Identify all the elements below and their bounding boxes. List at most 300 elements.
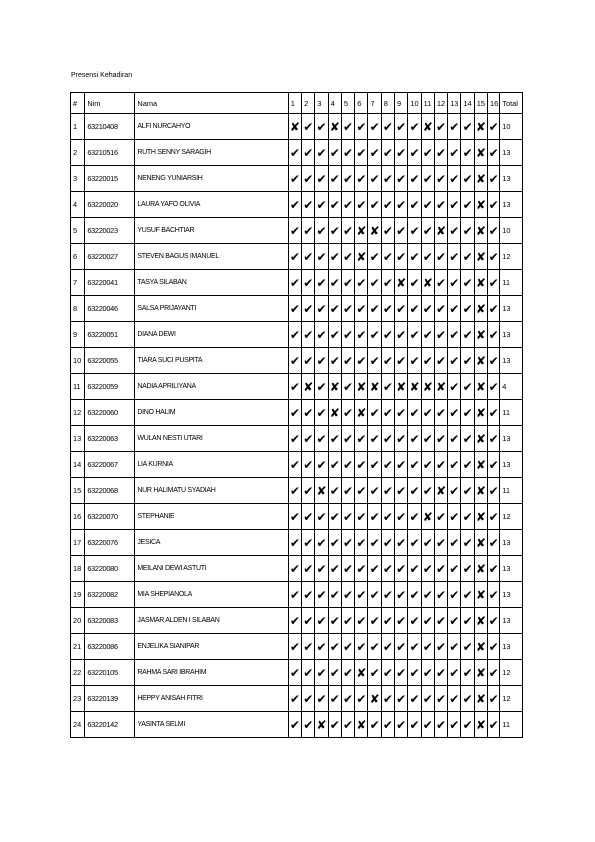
student-nim: 63220083 (85, 608, 135, 634)
present-check-icon: ✔ (302, 660, 315, 686)
absent-cross-icon: ✘ (474, 478, 487, 504)
present-check-icon: ✔ (381, 218, 394, 244)
present-check-icon: ✔ (448, 244, 461, 270)
present-check-icon: ✔ (421, 400, 434, 426)
present-check-icon: ✔ (488, 114, 500, 140)
present-check-icon: ✔ (421, 140, 434, 166)
attendance-total: 12 (500, 504, 523, 530)
present-check-icon: ✔ (341, 322, 354, 348)
present-check-icon: ✔ (421, 426, 434, 452)
present-check-icon: ✔ (328, 426, 341, 452)
student-nim: 63220070 (85, 504, 135, 530)
present-check-icon: ✔ (315, 530, 328, 556)
present-check-icon: ✔ (408, 192, 421, 218)
attendance-total: 13 (500, 296, 523, 322)
present-check-icon: ✔ (328, 192, 341, 218)
table-row (71, 660, 523, 686)
present-check-icon: ✔ (355, 166, 368, 192)
attendance-total: 12 (500, 660, 523, 686)
present-check-icon: ✔ (381, 582, 394, 608)
present-check-icon: ✔ (421, 686, 434, 712)
present-check-icon: ✔ (395, 712, 408, 738)
present-check-icon: ✔ (395, 634, 408, 660)
present-check-icon: ✔ (288, 530, 301, 556)
present-check-icon: ✔ (488, 322, 500, 348)
column-header: 7 (368, 93, 381, 114)
student-name: DINO HALIM (135, 400, 288, 426)
present-check-icon: ✔ (302, 504, 315, 530)
present-check-icon: ✔ (288, 582, 301, 608)
present-check-icon: ✔ (288, 400, 301, 426)
row-number: 20 (71, 608, 85, 634)
present-check-icon: ✔ (395, 582, 408, 608)
absent-cross-icon: ✘ (421, 114, 434, 140)
present-check-icon: ✔ (488, 478, 500, 504)
table-row (71, 556, 523, 582)
present-check-icon: ✔ (355, 270, 368, 296)
absent-cross-icon: ✘ (474, 296, 487, 322)
present-check-icon: ✔ (381, 192, 394, 218)
present-check-icon: ✔ (368, 530, 381, 556)
absent-cross-icon: ✘ (474, 140, 487, 166)
present-check-icon: ✔ (434, 114, 447, 140)
present-check-icon: ✔ (448, 296, 461, 322)
row-number: 17 (71, 530, 85, 556)
present-check-icon: ✔ (408, 556, 421, 582)
present-check-icon: ✔ (395, 556, 408, 582)
present-check-icon: ✔ (448, 478, 461, 504)
present-check-icon: ✔ (341, 296, 354, 322)
present-check-icon: ✔ (341, 400, 354, 426)
table-row (71, 218, 523, 244)
present-check-icon: ✔ (302, 140, 315, 166)
present-check-icon: ✔ (302, 270, 315, 296)
column-header: Nama (135, 93, 288, 114)
absent-cross-icon: ✘ (395, 374, 408, 400)
present-check-icon: ✔ (368, 452, 381, 478)
table-row (71, 296, 523, 322)
present-check-icon: ✔ (381, 140, 394, 166)
present-check-icon: ✔ (448, 712, 461, 738)
row-number: 11 (71, 374, 85, 400)
present-check-icon: ✔ (355, 322, 368, 348)
present-check-icon: ✔ (488, 504, 500, 530)
absent-cross-icon: ✘ (474, 582, 487, 608)
table-row (71, 192, 523, 218)
present-check-icon: ✔ (421, 166, 434, 192)
row-number: 24 (71, 712, 85, 738)
absent-cross-icon: ✘ (434, 478, 447, 504)
column-header: 8 (381, 93, 394, 114)
student-name: NADIA APRILIYANA (135, 374, 288, 400)
present-check-icon: ✔ (448, 660, 461, 686)
absent-cross-icon: ✘ (328, 400, 341, 426)
present-check-icon: ✔ (488, 166, 500, 192)
present-check-icon: ✔ (328, 504, 341, 530)
present-check-icon: ✔ (328, 686, 341, 712)
column-header: 5 (341, 93, 354, 114)
table-row (71, 530, 523, 556)
present-check-icon: ✔ (461, 478, 474, 504)
row-number: 4 (71, 192, 85, 218)
present-check-icon: ✔ (368, 166, 381, 192)
present-check-icon: ✔ (408, 244, 421, 270)
present-check-icon: ✔ (368, 322, 381, 348)
student-nim: 63220051 (85, 322, 135, 348)
present-check-icon: ✔ (421, 244, 434, 270)
present-check-icon: ✔ (408, 114, 421, 140)
row-number: 8 (71, 296, 85, 322)
absent-cross-icon: ✘ (421, 270, 434, 296)
absent-cross-icon: ✘ (368, 686, 381, 712)
present-check-icon: ✔ (434, 348, 447, 374)
present-check-icon: ✔ (302, 530, 315, 556)
present-check-icon: ✔ (395, 478, 408, 504)
present-check-icon: ✔ (288, 140, 301, 166)
student-name: RUTH SENNY SARAGIH (135, 140, 288, 166)
student-name: JASMAR ALDEN I SILABAN (135, 608, 288, 634)
row-number: 22 (71, 660, 85, 686)
row-number: 10 (71, 348, 85, 374)
present-check-icon: ✔ (408, 712, 421, 738)
student-nim: 63220060 (85, 400, 135, 426)
present-check-icon: ✔ (368, 608, 381, 634)
column-header: 16 (488, 93, 500, 114)
present-check-icon: ✔ (315, 322, 328, 348)
present-check-icon: ✔ (315, 504, 328, 530)
present-check-icon: ✔ (381, 504, 394, 530)
student-name: NUR HALIMATU SYADIAH (135, 478, 288, 504)
present-check-icon: ✔ (381, 348, 394, 374)
attendance-total: 13 (500, 608, 523, 634)
absent-cross-icon: ✘ (355, 660, 368, 686)
header-row (71, 93, 523, 114)
present-check-icon: ✔ (461, 530, 474, 556)
present-check-icon: ✔ (488, 244, 500, 270)
present-check-icon: ✔ (461, 608, 474, 634)
present-check-icon: ✔ (421, 634, 434, 660)
present-check-icon: ✔ (408, 426, 421, 452)
table-row (71, 322, 523, 348)
present-check-icon: ✔ (421, 556, 434, 582)
present-check-icon: ✔ (315, 400, 328, 426)
student-name: MEILANI DEWI ASTUTI (135, 556, 288, 582)
present-check-icon: ✔ (288, 322, 301, 348)
present-check-icon: ✔ (434, 582, 447, 608)
present-check-icon: ✔ (488, 270, 500, 296)
absent-cross-icon: ✘ (474, 400, 487, 426)
absent-cross-icon: ✘ (368, 374, 381, 400)
present-check-icon: ✔ (302, 426, 315, 452)
attendance-total: 13 (500, 556, 523, 582)
absent-cross-icon: ✘ (421, 504, 434, 530)
present-check-icon: ✔ (395, 296, 408, 322)
present-check-icon: ✔ (288, 166, 301, 192)
present-check-icon: ✔ (381, 634, 394, 660)
student-nim: 63220055 (85, 348, 135, 374)
absent-cross-icon: ✘ (474, 686, 487, 712)
present-check-icon: ✔ (315, 270, 328, 296)
present-check-icon: ✔ (381, 686, 394, 712)
present-check-icon: ✔ (341, 660, 354, 686)
present-check-icon: ✔ (461, 296, 474, 322)
column-header: 10 (408, 93, 421, 114)
absent-cross-icon: ✘ (474, 114, 487, 140)
page-title: Presensi Kehadiran (71, 72, 133, 79)
present-check-icon: ✔ (488, 582, 500, 608)
present-check-icon: ✔ (302, 296, 315, 322)
absent-cross-icon: ✘ (474, 556, 487, 582)
present-check-icon: ✔ (381, 556, 394, 582)
present-check-icon: ✔ (421, 348, 434, 374)
present-check-icon: ✔ (328, 556, 341, 582)
student-nim: 63220080 (85, 556, 135, 582)
absent-cross-icon: ✘ (328, 374, 341, 400)
present-check-icon: ✔ (302, 608, 315, 634)
present-check-icon: ✔ (328, 582, 341, 608)
present-check-icon: ✔ (381, 426, 394, 452)
present-check-icon: ✔ (488, 530, 500, 556)
present-check-icon: ✔ (328, 322, 341, 348)
present-check-icon: ✔ (368, 504, 381, 530)
present-check-icon: ✔ (395, 660, 408, 686)
absent-cross-icon: ✘ (474, 660, 487, 686)
present-check-icon: ✔ (341, 452, 354, 478)
present-check-icon: ✔ (302, 218, 315, 244)
present-check-icon: ✔ (448, 530, 461, 556)
absent-cross-icon: ✘ (408, 374, 421, 400)
present-check-icon: ✔ (395, 608, 408, 634)
present-check-icon: ✔ (368, 244, 381, 270)
row-number: 21 (71, 634, 85, 660)
column-header: 9 (395, 93, 408, 114)
table-body (71, 114, 523, 738)
column-header: 3 (315, 93, 328, 114)
row-number: 3 (71, 166, 85, 192)
present-check-icon: ✔ (315, 426, 328, 452)
student-name: SALSA PRIJAYANTI (135, 296, 288, 322)
student-nim: 63220142 (85, 712, 135, 738)
present-check-icon: ✔ (328, 660, 341, 686)
present-check-icon: ✔ (434, 426, 447, 452)
present-check-icon: ✔ (461, 582, 474, 608)
row-number: 5 (71, 218, 85, 244)
present-check-icon: ✔ (408, 322, 421, 348)
column-header: 12 (434, 93, 447, 114)
present-check-icon: ✔ (395, 530, 408, 556)
present-check-icon: ✔ (302, 114, 315, 140)
present-check-icon: ✔ (328, 166, 341, 192)
column-header: # (71, 93, 85, 114)
present-check-icon: ✔ (328, 348, 341, 374)
student-nim: 63210408 (85, 114, 135, 140)
present-check-icon: ✔ (328, 244, 341, 270)
present-check-icon: ✔ (381, 296, 394, 322)
present-check-icon: ✔ (448, 426, 461, 452)
row-number: 12 (71, 400, 85, 426)
absent-cross-icon: ✘ (355, 712, 368, 738)
present-check-icon: ✔ (395, 192, 408, 218)
present-check-icon: ✔ (315, 348, 328, 374)
present-check-icon: ✔ (461, 114, 474, 140)
present-check-icon: ✔ (408, 166, 421, 192)
present-check-icon: ✔ (461, 270, 474, 296)
present-check-icon: ✔ (355, 452, 368, 478)
present-check-icon: ✔ (408, 582, 421, 608)
present-check-icon: ✔ (395, 686, 408, 712)
present-check-icon: ✔ (421, 530, 434, 556)
present-check-icon: ✔ (288, 244, 301, 270)
present-check-icon: ✔ (448, 556, 461, 582)
student-nim: 63220059 (85, 374, 135, 400)
column-header: 6 (355, 93, 368, 114)
present-check-icon: ✔ (368, 582, 381, 608)
present-check-icon: ✔ (355, 348, 368, 374)
present-check-icon: ✔ (315, 192, 328, 218)
attendance-total: 13 (500, 582, 523, 608)
present-check-icon: ✔ (408, 452, 421, 478)
present-check-icon: ✔ (421, 452, 434, 478)
present-check-icon: ✔ (381, 400, 394, 426)
present-check-icon: ✔ (461, 322, 474, 348)
present-check-icon: ✔ (341, 426, 354, 452)
student-name: TASYA SILABAN (135, 270, 288, 296)
present-check-icon: ✔ (288, 634, 301, 660)
student-nim: 63220046 (85, 296, 135, 322)
present-check-icon: ✔ (434, 140, 447, 166)
present-check-icon: ✔ (434, 556, 447, 582)
present-check-icon: ✔ (341, 712, 354, 738)
present-check-icon: ✔ (368, 140, 381, 166)
present-check-icon: ✔ (448, 582, 461, 608)
present-check-icon: ✔ (341, 192, 354, 218)
column-header: 11 (421, 93, 434, 114)
present-check-icon: ✔ (381, 452, 394, 478)
table-row (71, 348, 523, 374)
present-check-icon: ✔ (328, 530, 341, 556)
table-row (71, 478, 523, 504)
present-check-icon: ✔ (461, 712, 474, 738)
attendance-total: 11 (500, 270, 523, 296)
present-check-icon: ✔ (448, 322, 461, 348)
table-row (71, 374, 523, 400)
student-nim: 63220068 (85, 478, 135, 504)
present-check-icon: ✔ (355, 530, 368, 556)
present-check-icon: ✔ (421, 608, 434, 634)
student-name: ALFI NURCAHYO (135, 114, 288, 140)
attendance-total: 13 (500, 452, 523, 478)
present-check-icon: ✔ (368, 634, 381, 660)
present-check-icon: ✔ (381, 166, 394, 192)
present-check-icon: ✔ (315, 686, 328, 712)
absent-cross-icon: ✘ (474, 608, 487, 634)
student-name: JESICA (135, 530, 288, 556)
absent-cross-icon: ✘ (474, 530, 487, 556)
present-check-icon: ✔ (461, 400, 474, 426)
attendance-total: 4 (500, 374, 523, 400)
present-check-icon: ✔ (461, 556, 474, 582)
present-check-icon: ✔ (288, 192, 301, 218)
present-check-icon: ✔ (421, 712, 434, 738)
present-check-icon: ✔ (448, 686, 461, 712)
column-header: Total (500, 93, 523, 114)
present-check-icon: ✔ (381, 270, 394, 296)
present-check-icon: ✔ (395, 452, 408, 478)
attendance-total: 13 (500, 166, 523, 192)
present-check-icon: ✔ (288, 348, 301, 374)
present-check-icon: ✔ (341, 166, 354, 192)
present-check-icon: ✔ (461, 504, 474, 530)
present-check-icon: ✔ (488, 452, 500, 478)
present-check-icon: ✔ (368, 712, 381, 738)
present-check-icon: ✔ (355, 426, 368, 452)
table-row (71, 712, 523, 738)
present-check-icon: ✔ (315, 166, 328, 192)
present-check-icon: ✔ (434, 530, 447, 556)
column-header: 15 (474, 93, 487, 114)
student-name: YASINTA SELMI (135, 712, 288, 738)
present-check-icon: ✔ (395, 244, 408, 270)
student-nim: 63220041 (85, 270, 135, 296)
present-check-icon: ✔ (341, 608, 354, 634)
present-check-icon: ✔ (395, 504, 408, 530)
row-number: 19 (71, 582, 85, 608)
present-check-icon: ✔ (381, 530, 394, 556)
present-check-icon: ✔ (448, 400, 461, 426)
present-check-icon: ✔ (355, 556, 368, 582)
table-row (71, 400, 523, 426)
attendance-total: 13 (500, 426, 523, 452)
present-check-icon: ✔ (448, 452, 461, 478)
student-name: ENJELIKA SIANIPAR (135, 634, 288, 660)
present-check-icon: ✔ (448, 374, 461, 400)
attendance-total: 13 (500, 140, 523, 166)
present-check-icon: ✔ (408, 608, 421, 634)
present-check-icon: ✔ (381, 478, 394, 504)
present-check-icon: ✔ (488, 400, 500, 426)
present-check-icon: ✔ (395, 166, 408, 192)
present-check-icon: ✔ (368, 478, 381, 504)
present-check-icon: ✔ (302, 192, 315, 218)
present-check-icon: ✔ (341, 374, 354, 400)
present-check-icon: ✔ (408, 218, 421, 244)
present-check-icon: ✔ (355, 686, 368, 712)
present-check-icon: ✔ (488, 218, 500, 244)
row-number: 13 (71, 426, 85, 452)
attendance-total: 10 (500, 218, 523, 244)
absent-cross-icon: ✘ (474, 192, 487, 218)
present-check-icon: ✔ (381, 374, 394, 400)
student-name: YUSUF BACHTIAR (135, 218, 288, 244)
student-nim: 63220076 (85, 530, 135, 556)
present-check-icon: ✔ (461, 452, 474, 478)
attendance-total: 13 (500, 530, 523, 556)
present-check-icon: ✔ (355, 140, 368, 166)
present-check-icon: ✔ (302, 712, 315, 738)
present-check-icon: ✔ (341, 270, 354, 296)
present-check-icon: ✔ (395, 400, 408, 426)
present-check-icon: ✔ (341, 114, 354, 140)
absent-cross-icon: ✘ (474, 244, 487, 270)
present-check-icon: ✔ (341, 686, 354, 712)
present-check-icon: ✔ (302, 166, 315, 192)
present-check-icon: ✔ (461, 686, 474, 712)
present-check-icon: ✔ (302, 244, 315, 270)
present-check-icon: ✔ (488, 660, 500, 686)
present-check-icon: ✔ (408, 634, 421, 660)
absent-cross-icon: ✘ (474, 634, 487, 660)
row-number: 6 (71, 244, 85, 270)
